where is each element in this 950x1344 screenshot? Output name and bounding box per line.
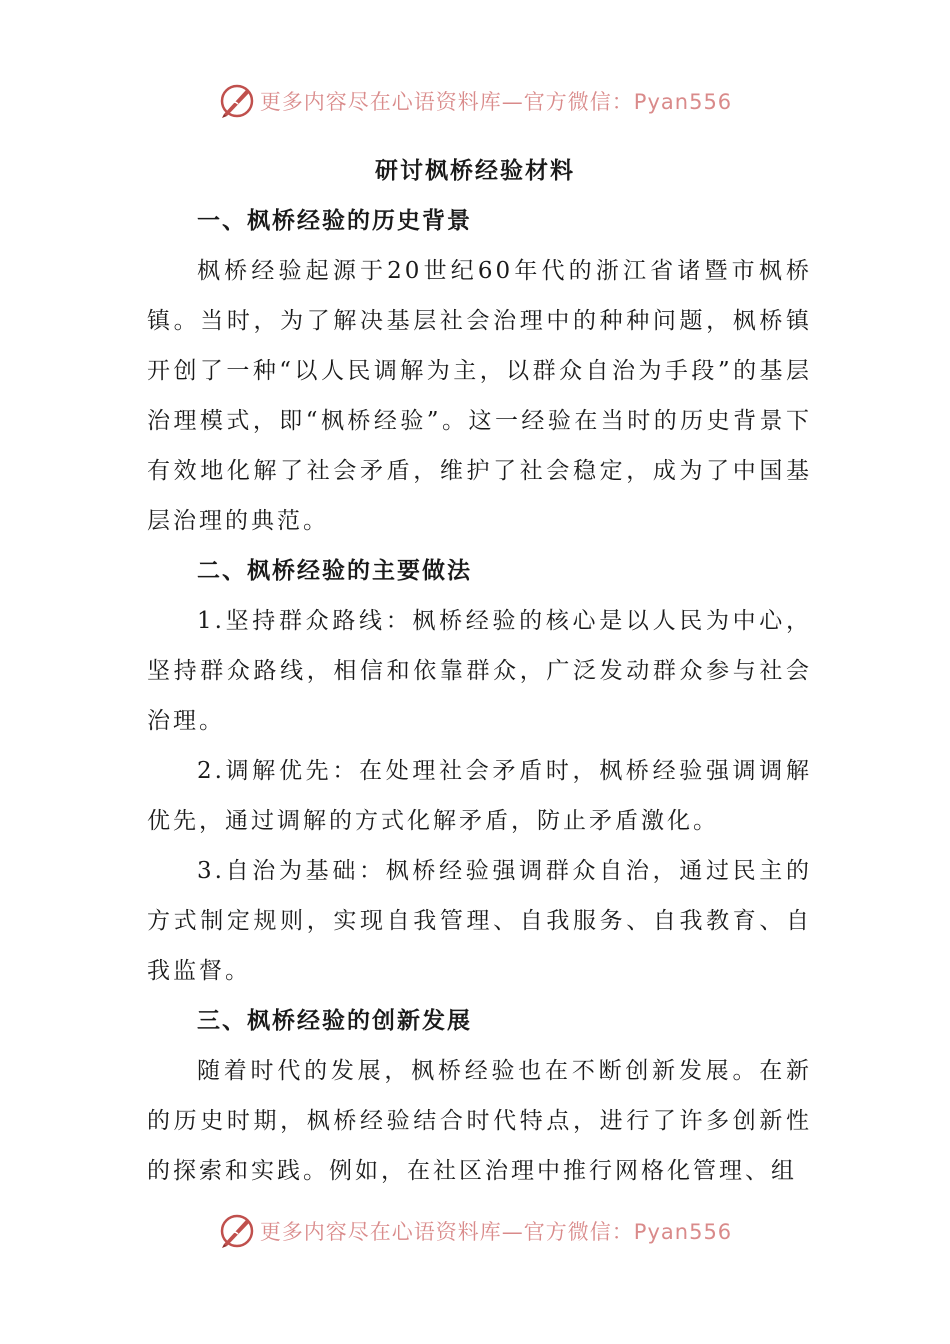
- document-body: [147, 196, 812, 1196]
- section-heading: 一、枫桥经验的历史背景: [197, 207, 472, 234]
- paragraph: 1.坚持群众路线：枫桥经验的核心是以人民为中心，坚持群众路线，相信和依靠群众，广泛发动群众参与社会治理。: [147, 608, 812, 734]
- watermark-text: 更多内容尽在心语资料库—官方微信：Pyan556: [259, 1220, 733, 1244]
- document-title: 研讨枫桥经验材料: [375, 157, 575, 184]
- pen-logo-icon: [218, 82, 256, 120]
- section-heading: 二、枫桥经验的主要做法: [197, 557, 472, 584]
- paragraph: 2.调解优先：在处理社会矛盾时，枫桥经验强调调解优先，通过调解的方式化解矛盾，防止矛盾激化。: [147, 758, 812, 834]
- paragraph: 3.自治为基础：枫桥经验强调群众自治，通过民主的方式制定规则，实现自我管理、自我服务、自我教育、自我监督。: [147, 858, 812, 984]
- pen-logo-icon: [218, 1212, 256, 1250]
- watermark-banner-bottom: [0, 1206, 950, 1256]
- paragraph: 枫桥经验起源于20世纪60年代的浙江省诸暨市枫桥镇。当时，为了解决基层社会治理中的种种问题，枫桥镇开创了一种“以人民调解为主，以群众自治为手段”的基层治理模式，即“枫桥经验”。这一经验在当时的历史背景下有效地化解了社会矛盾，维护了社会稳定，成为了中国基层治理的典范。: [147, 258, 812, 534]
- section-heading: 三、枫桥经验的创新发展: [197, 1007, 472, 1034]
- watermark-text: 更多内容尽在心语资料库—官方微信：Pyan556: [259, 90, 733, 114]
- paragraph: 随着时代的发展，枫桥经验也在不断创新发展。在新的历史时期，枫桥经验结合时代特点，进行了许多创新性的探索和实践。例如，在社区治理中推行网格化管理、组: [147, 1058, 812, 1184]
- watermark-banner-top: [0, 76, 950, 126]
